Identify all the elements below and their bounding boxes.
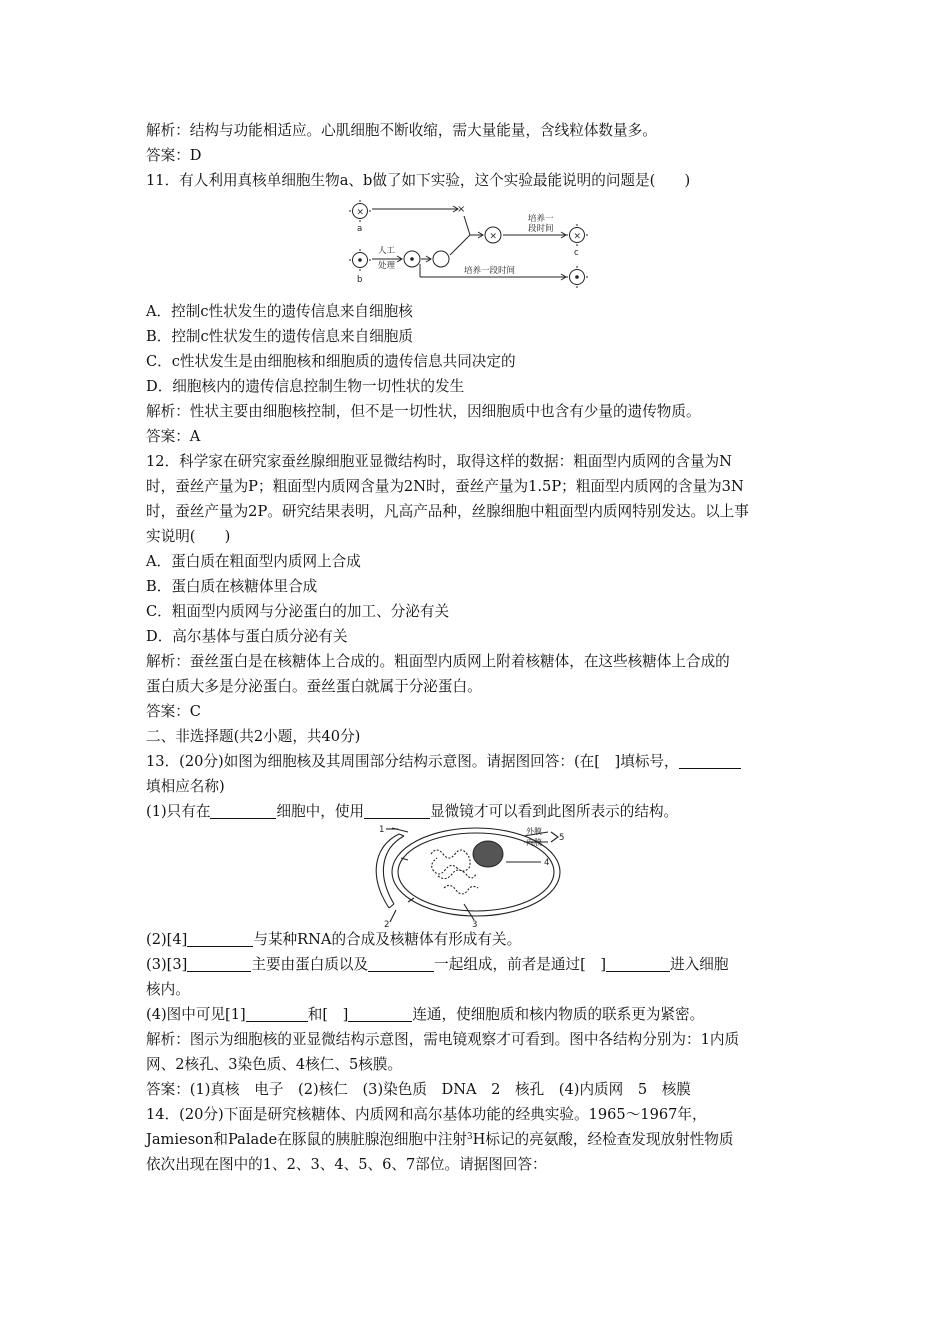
q14-stem-line1: 14．(20分)下面是研究核糖体、内质网和高尔基体功能的经典实验。1965～1967年， bbox=[146, 1106, 707, 1123]
enucleated-cell bbox=[433, 251, 449, 267]
q13-part3-cont: 核内。 bbox=[146, 981, 190, 998]
label-treat1: 人工 bbox=[378, 246, 396, 256]
q13-part3-blank1 bbox=[187, 955, 251, 972]
q12-stem-line3: 时，蚕丝产量为2P。研究结果表明，凡高产品种，丝腺细胞中粗面型内质网特别发达。以上事 bbox=[146, 503, 749, 520]
q11-option-d: D．细胞核内的遗传信息控制生物一切性状的发生 bbox=[146, 378, 465, 395]
label-b: b bbox=[357, 275, 363, 285]
q13-part4-blank1 bbox=[246, 1005, 308, 1022]
q12-option-b: B．蛋白质在核糖体里合成 bbox=[146, 578, 318, 595]
q13-part4 bbox=[146, 1002, 810, 1027]
label-x: × bbox=[457, 204, 466, 215]
q13-part1-text-b: 细胞中，使用 bbox=[276, 803, 365, 820]
q13-explanation-line2: 网、2核孔、3染色质、4核仁、5核膜。 bbox=[146, 1056, 403, 1073]
q13-part3-text-b: 主要由蛋白质以及 bbox=[251, 956, 369, 973]
q13-part3-text-c: 一起组成，前者是通过[ ] bbox=[434, 956, 607, 973]
endoplasmic-reticulum bbox=[383, 836, 404, 904]
q13-part3-text-a: (3)[3] bbox=[146, 956, 188, 973]
q13-name-blank bbox=[679, 752, 741, 769]
label-5: 5 bbox=[559, 833, 565, 843]
label-2: 2 bbox=[384, 920, 390, 927]
q11-stem: 11．有人利用真核单细胞生物a、b做了如下实验，这个实验最能说明的问题是( ) bbox=[146, 172, 691, 189]
q13-answer: 答案：(1)真核 电子 (2)核仁 (3)染色质 DNA 2 核孔 (4)内质网 5 核膜 bbox=[146, 1081, 691, 1098]
q13-figure bbox=[146, 824, 810, 927]
q13-part4-text-c: 连通，使细胞质和核内物质的联系更为紧密。 bbox=[412, 1006, 705, 1023]
label-3: 3 bbox=[472, 920, 478, 927]
q11-explanation: 解析：性状主要由细胞核控制，但不是一切性状，因细胞质中也含有少量的遗传物质。 bbox=[146, 403, 701, 420]
q13-part2 bbox=[146, 927, 810, 952]
q13-part2-text-a: (2)[4] bbox=[146, 931, 188, 948]
q12-explanation-line1: 解析：蚕丝蛋白是在核糖体上合成的。粗面型内质网上附着核糖体，在这些核糖体上合成的 bbox=[146, 653, 730, 670]
q13-part1-text-c: 显微镜才可以看到此图所表示的结构。 bbox=[430, 803, 679, 820]
q13-part1 bbox=[146, 799, 810, 824]
q13-part4-blank2 bbox=[348, 1005, 412, 1022]
q12-answer: 答案：C bbox=[146, 703, 201, 720]
q14-stem-line2-a: Jamieson和Palade在豚鼠的胰脏腺泡细胞中注射 bbox=[146, 1131, 467, 1148]
q13-part3 bbox=[146, 952, 810, 977]
q11-option-b: B．控制c性状发生的遗传信息来自细胞质 bbox=[146, 328, 413, 345]
q13-part3-blank2 bbox=[368, 955, 434, 972]
label-outer-membrane: 外膜 bbox=[526, 827, 542, 836]
q14-stem-line3: 依次出现在图中的1、2、3、4、5、6、7部位。请据图回答： bbox=[146, 1156, 547, 1173]
q13-stem-text: 13．(20分)如图为细胞核及其周围部分结构示意图。请据图回答：(在[ ]填标号， bbox=[146, 753, 679, 770]
q10-explanation: 解析：结构与功能相适应。心肌细胞不断收缩，需大量能量，含线粒体数量多。 bbox=[146, 122, 657, 139]
q11-experiment-diagram bbox=[146, 193, 810, 299]
q13-stem-line2: 填相应名称) bbox=[146, 778, 225, 795]
label-culture1b: 段时间 bbox=[528, 224, 554, 234]
q13-part1-blank2 bbox=[364, 802, 430, 819]
label-inner-membrane: 内膜 bbox=[526, 838, 542, 847]
nucleus-structure-diagram bbox=[146, 824, 810, 927]
cell-c-mark: × bbox=[573, 231, 582, 242]
q13-stem-line1 bbox=[146, 749, 810, 774]
q12-option-c: C．粗面型内质网与分泌蛋白的加工、分泌有关 bbox=[146, 603, 450, 620]
document-page bbox=[146, 118, 810, 1177]
q14-superscript: 3 bbox=[466, 1132, 473, 1142]
q11-option-c: C．c性状发生是由细胞核和细胞质的遗传信息共同决定的 bbox=[146, 353, 516, 370]
q13-part1-blank1 bbox=[210, 802, 276, 819]
label-1: 1 bbox=[379, 825, 385, 835]
q14-stem-line2 bbox=[146, 1127, 810, 1152]
label-a: a bbox=[357, 224, 363, 234]
cell-a-mark: × bbox=[356, 207, 365, 218]
nucleolus bbox=[473, 841, 503, 867]
q13-part4-text-a: (4)图中可见[1] bbox=[146, 1006, 246, 1023]
label-treat2: 处理 bbox=[378, 261, 396, 271]
q11-figure bbox=[146, 193, 810, 299]
q12-stem-line4: 实说明( ) bbox=[146, 528, 231, 545]
section-heading: 二、非选择题(共2小题，共40分) bbox=[146, 728, 361, 745]
fused-cell-mark: × bbox=[489, 231, 498, 242]
q14-stem-line2-b: H标记的亮氨酸，经检查发现放射性物质 bbox=[472, 1131, 734, 1148]
q11-option-a: A．控制c性状发生的遗传信息来自细胞核 bbox=[146, 303, 413, 320]
q10-answer: 答案：D bbox=[146, 147, 202, 164]
label-4: 4 bbox=[544, 858, 550, 868]
label-c: c bbox=[574, 248, 579, 258]
q12-explanation-line2: 蛋白质大多是分泌蛋白。蚕丝蛋白就属于分泌蛋白。 bbox=[146, 678, 482, 695]
q13-explanation-line1: 解析：图示为细胞核的亚显微结构示意图，需电镜观察才可看到。图中各结构分别为：1内质 bbox=[146, 1031, 740, 1048]
label-culture2: 培养一段时间 bbox=[464, 266, 516, 276]
q13-part3-blank3 bbox=[606, 955, 670, 972]
chromatin bbox=[431, 850, 478, 894]
q13-part2-blank bbox=[187, 930, 253, 947]
q11-answer: 答案：A bbox=[146, 428, 201, 445]
q13-part4-text-b: 和[ ] bbox=[307, 1006, 349, 1023]
q13-part1-text-a: (1)只有在 bbox=[146, 803, 211, 820]
q13-part2-text-b: 与某种RNA的合成及核糖体有形成有关。 bbox=[253, 931, 522, 948]
q12-option-d: D．高尔基体与蛋白质分泌有关 bbox=[146, 628, 348, 645]
label-culture1a: 培养一 bbox=[528, 214, 554, 224]
q12-option-a: A．蛋白质在粗面型内质网上合成 bbox=[146, 553, 361, 570]
q12-stem-line2: 时，蚕丝产量为P；粗面型内质网含量为2N时，蚕丝产量为1.5P；粗面型内质网的含量为3N bbox=[146, 478, 744, 495]
q13-part3-text-d: 进入细胞 bbox=[670, 956, 729, 973]
q12-stem-line1: 12．科学家在研究家蚕丝腺细胞亚显微结构时，取得这样的数据：粗面型内质网的含量为N bbox=[146, 453, 732, 470]
